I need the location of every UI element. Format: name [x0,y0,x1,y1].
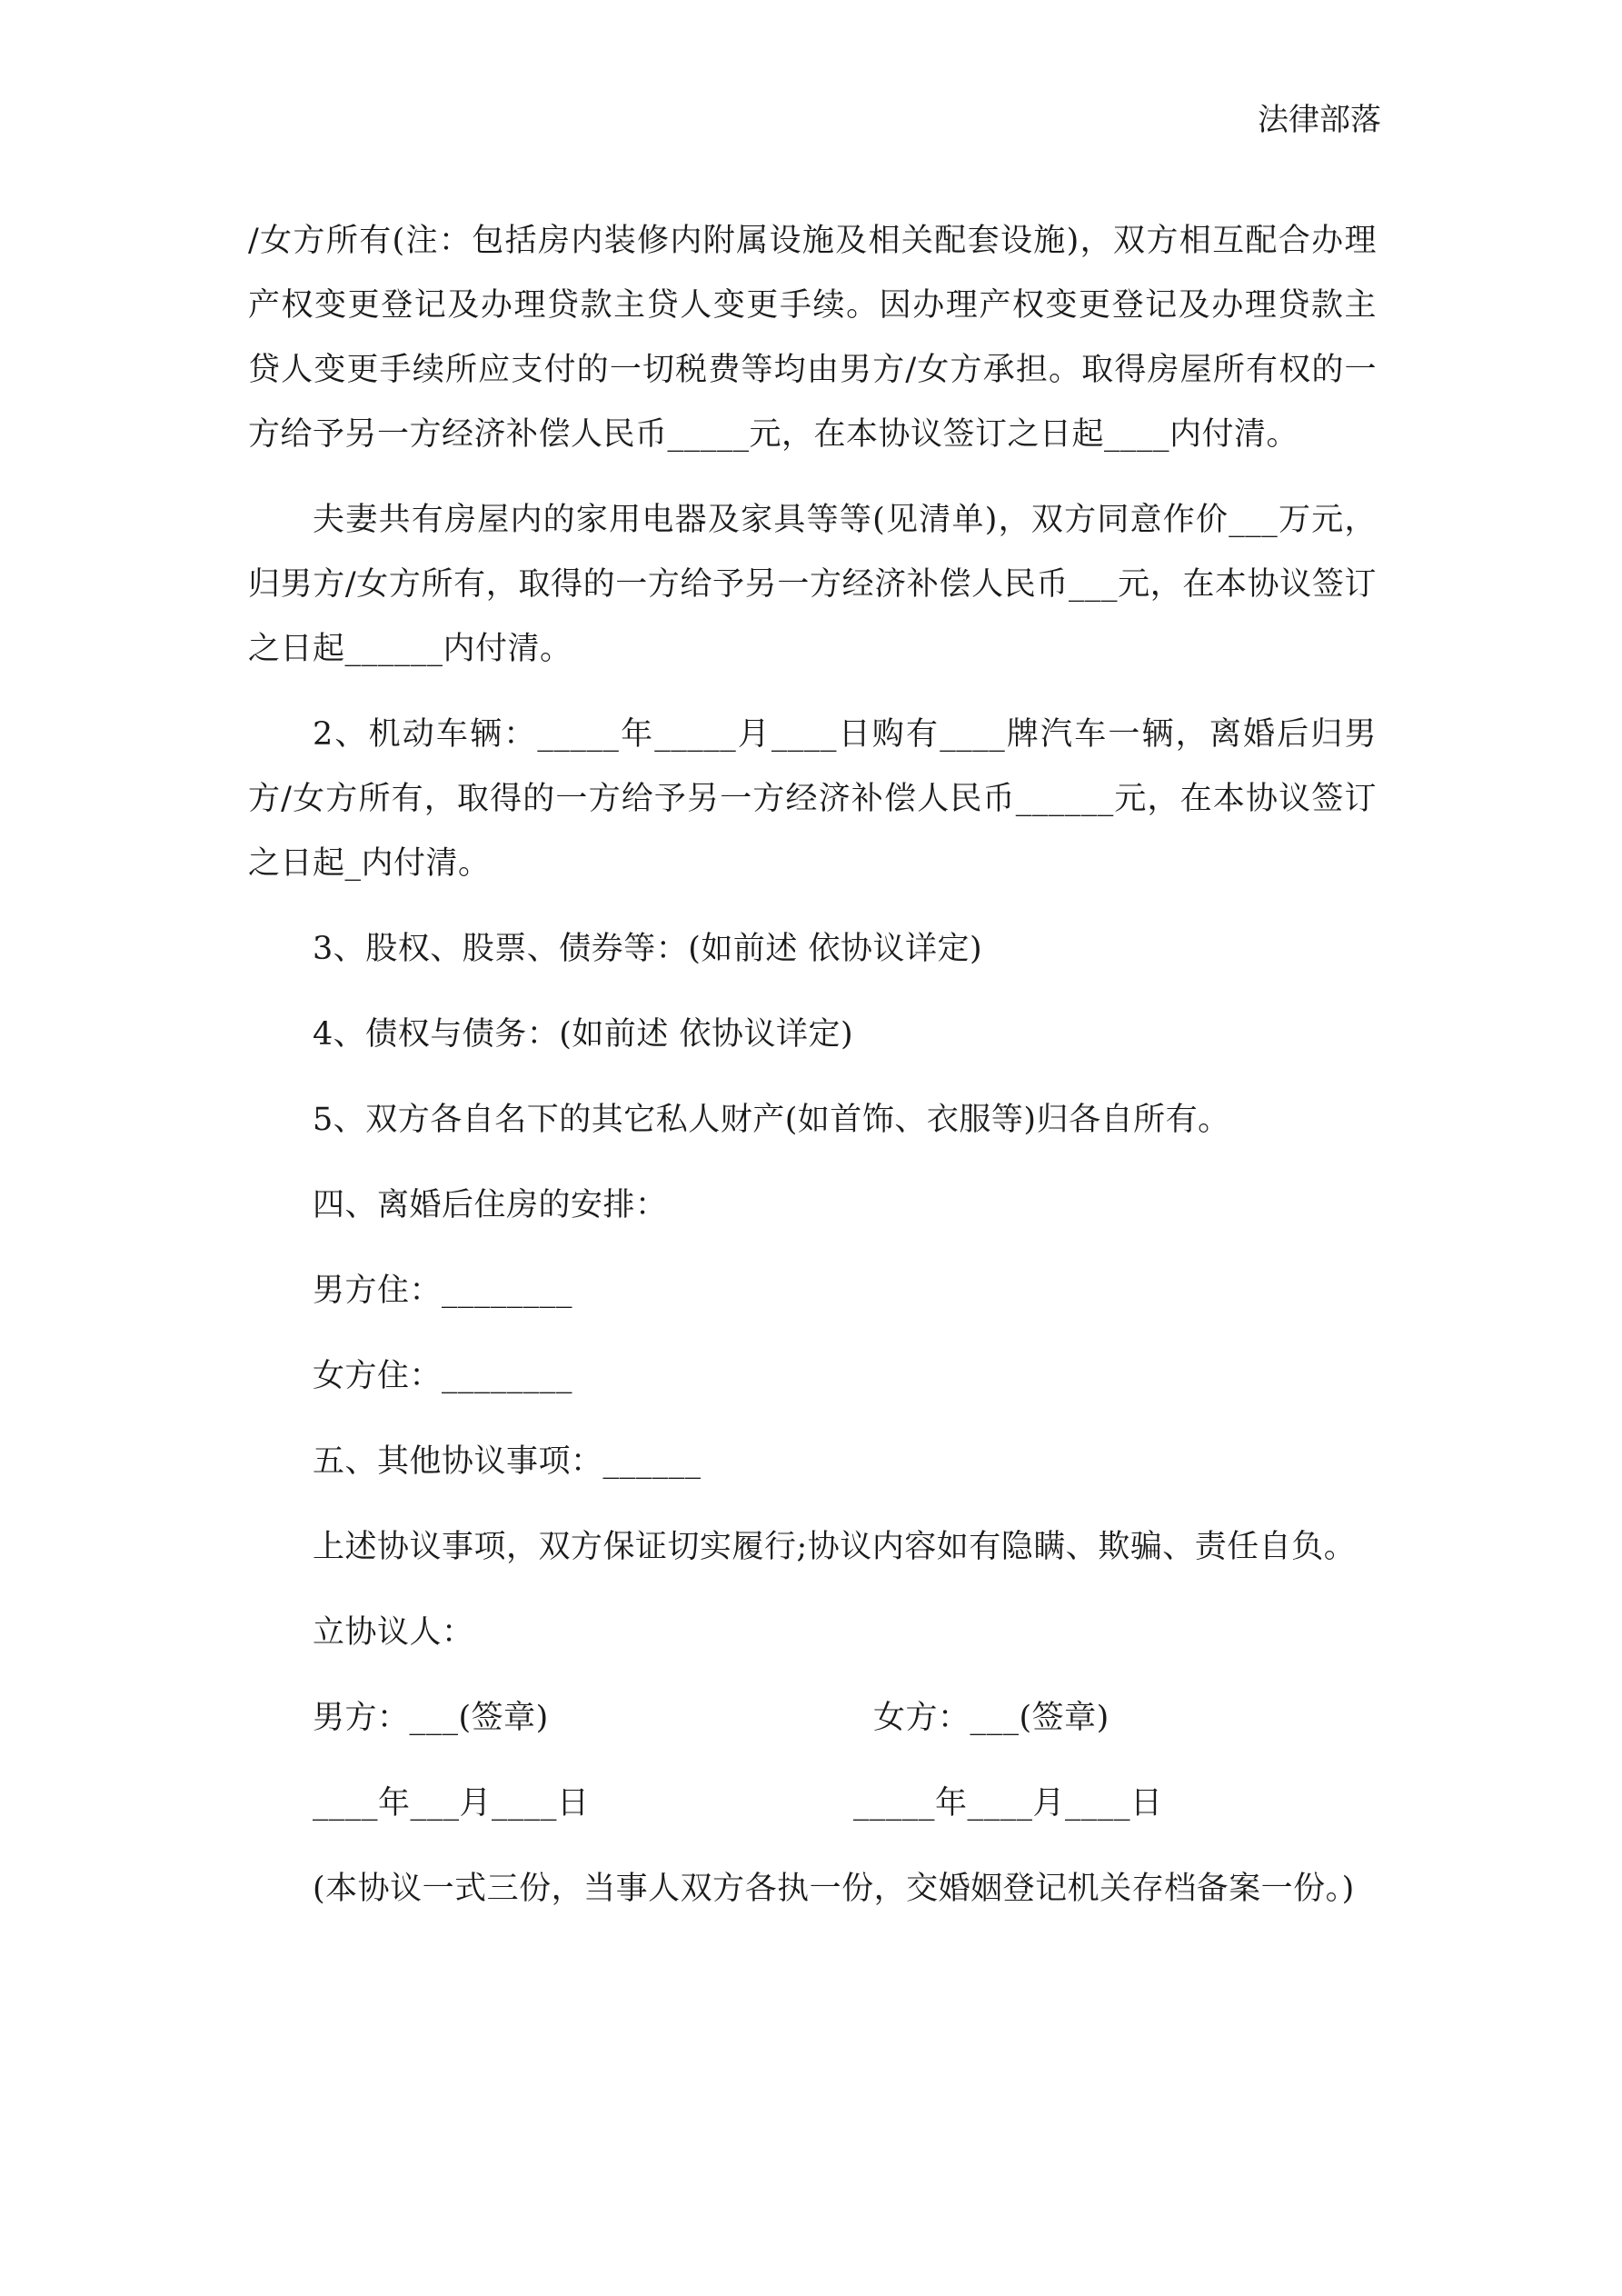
paragraph-guarantee: 上述协议事项，双方保证切实履行;协议内容如有隐瞒、欺骗、责任自负。 [313,1529,1357,1565]
male-signature-line: 男方：___(签章) [313,1700,549,1736]
signature-row [248,1686,1377,1751]
male-date-line: ____年___月____日 [313,1785,590,1822]
line-signatories: 立协议人： [313,1614,474,1651]
header-site-name: 法律部落 [1258,102,1381,138]
section-heading-housing: 四、离婚后住房的安排： [313,1187,668,1223]
document-body [248,209,1377,1922]
paragraph-debts: 4、债权与债务：(如前述 依协议详定) [313,1016,854,1053]
line-female-residence: 女方住：________ [313,1358,573,1394]
date-row [248,1772,1377,1836]
female-signature-line: 女方：___(签章) [873,1700,1110,1736]
footer-note: (本协议一式三份，当事人双方各执一份，交婚姻登记机关存档备案一份。) [313,1871,1355,1907]
paragraph-personal-property: 5、双方各自名下的其它私人财产(如首饰、衣服等)归各自所有。 [313,1102,1230,1138]
female-date-line: _____年____月____日 [853,1785,1163,1822]
paragraph-house-transfer: /女方所有(注：包括房内装修内附属设施及相关配套设施)，双方相互配合办理产权变更登记及办理贷款主贷人变更手续。因办理产权变更登记及办理贷款主贷人变更手续所应支付的一切税费等均由男方/女方承担。取得房屋所有权的一方给予另一方经济补偿人民币_____元，在本协议签订之日起____内付清。 [248,223,1377,453]
line-male-residence: 男方住：________ [313,1273,573,1309]
paragraph-equity: 3、股权、股票、债券等：(如前述 依协议详定) [313,931,983,967]
paragraph-appliances: 夫妻共有房屋内的家用电器及家具等等(见清单)，双方同意作价___万元，归男方/女方所有，取得的一方给予另一方经济补偿人民币___元，在本协议签订之日起______内付清。 [248,502,1377,667]
paragraph-vehicle: 2、机动车辆：_____年_____月____日购有____牌汽车一辆，离婚后归男方/女方所有，取得的一方给予另一方经济补偿人民币______元，在本协议签订之日起_内付清。 [248,716,1377,882]
section-heading-other-matters: 五、其他协议事项：______ [313,1443,702,1480]
